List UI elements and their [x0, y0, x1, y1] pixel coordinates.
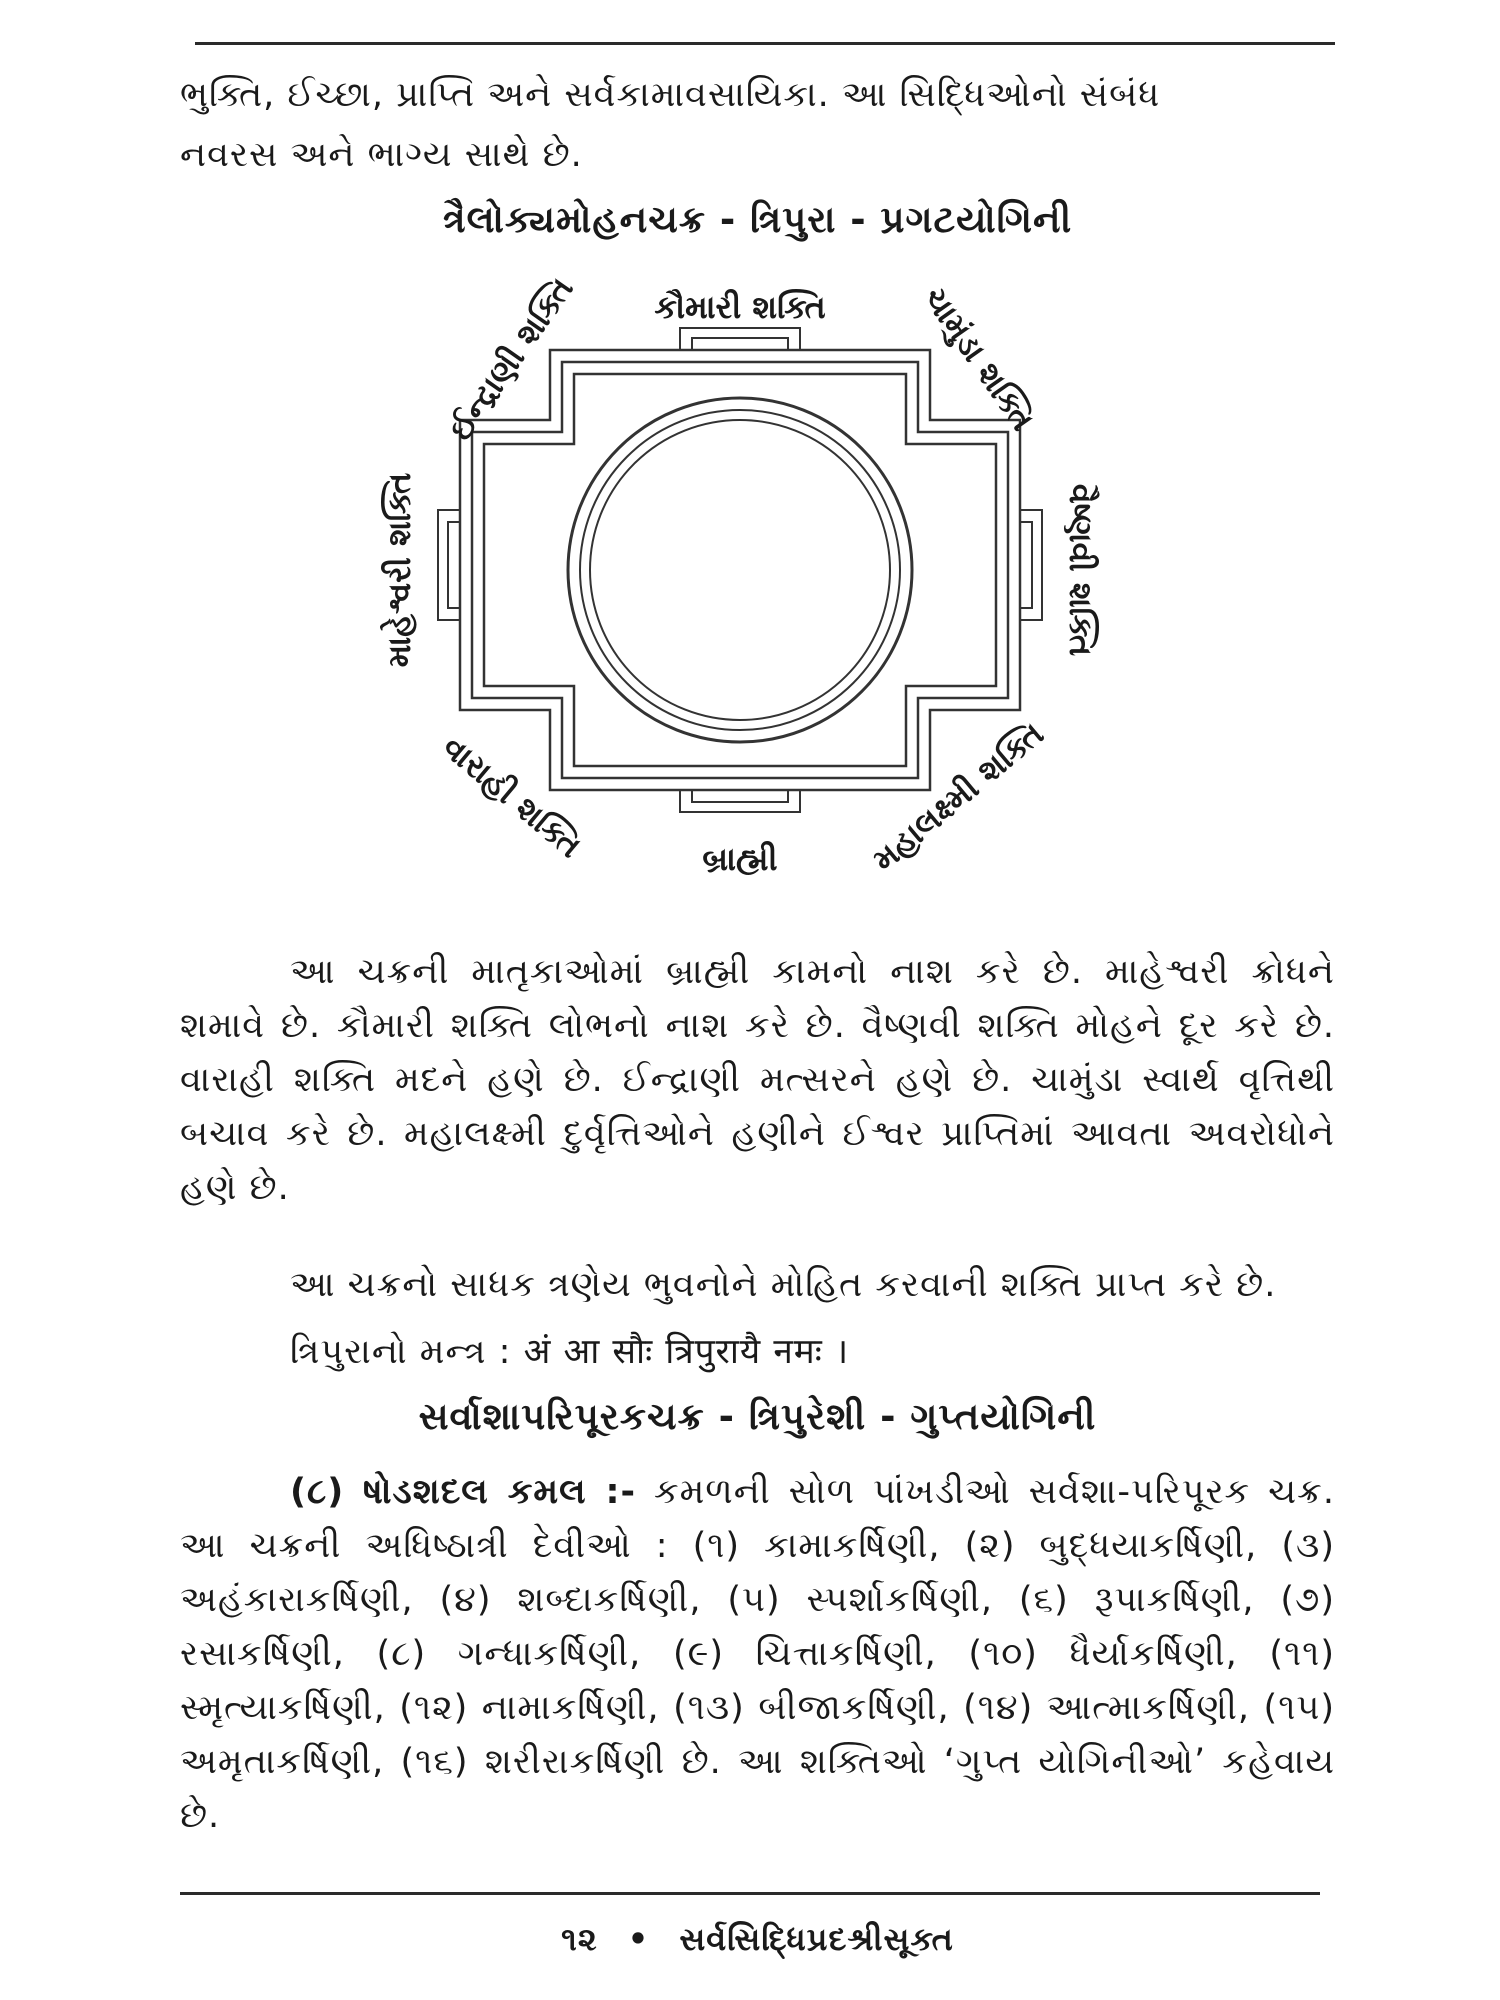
bottom-rule	[180, 1892, 1320, 1895]
label-vaishnavi: વૈષ્ણવી શક્તિ	[1062, 483, 1100, 657]
bhupura-square	[460, 350, 1020, 790]
sadhak-line: આ ચક્રનો સાધક ત્રણેય ભુવનોને મોહિત કરવાની શક્તિ પ્રાપ્ત કરે છે.	[290, 1265, 1277, 1305]
intro-line-1: ભુક્તિ, ઈચ્છા, પ્રાપ્તિ અને સર્વકામાવસાયિકા. આ સિદ્ધિઓનો સંબંધ	[180, 75, 1161, 115]
inner-circles	[568, 398, 912, 742]
label-mahalakshmi: મહાલક્ષ્મી શક્તિ	[865, 714, 1051, 879]
label-varahi: વારાહી શક્તિ	[435, 727, 589, 866]
top-rule	[195, 42, 1335, 45]
section-2-body: કમળની સોળ પાંખડીઓ સર્વશા-પરિપૂરક ચક્ર. આ ચક્રની અધિષ્ઠાત્રી દેવીઓ : (૧) કામાકર્ષિણી, (૨) બુદ્ધયાકર્ષિણી, (૩) અહંકારાકર્ષિણી, (૪) શબ્દાકર્ષિણી, (૫) સ્પર્શાકર્ષિણી, (૬) રૂપાકર્ષિણી, (૭) રસાકર્ષિણી, (૮) ગન્ધાકર્ષિણી, (૯) ચિત્તાકર્ષિણી, (૧૦) ધૈર્યાકર્ષિણી, (૧૧) સ્મૃત્યાકર્ષિણી, (૧૨) નામાકર્ષિણી, (૧૩) બીજાકર્ષિણી, (૧૪) આત્માકર્ષિણી, (૧૫) અમૃતાકર્ષિણી, (૧૬) શરીરાકર્ષિણી છે. આ શક્તિઓ ‘ગુપ્ત યોગિનીઓ’ કહેવાય છે.	[180, 1472, 1335, 1836]
section-2-heading: સર્વાશાપરિપૂરકચક્ર - ત્રિપુરેશી - ગુપ્તયોગિની	[418, 1395, 1097, 1438]
section-2-paragraph	[180, 1465, 1335, 1843]
label-indrani: ઈન્દ્રાણી શક્તિ	[441, 270, 581, 447]
gate-meanders	[438, 328, 1042, 812]
section-2-lead: (૮) ષોડશદલ કમલ :-	[290, 1472, 637, 1512]
book-title: સર્વસિદ્ધિપ્રદશ્રીસૂક્ત	[679, 1920, 954, 1958]
footer-separator: •	[627, 1920, 650, 1958]
trailokya-mohan-chakra-diagram	[380, 270, 1100, 920]
mantra-line: ત્રિપુરાનો મન્ત્ર : अं आ सौः त्रिपुरायै नमः ।	[290, 1332, 850, 1372]
label-maheshwari: માહેશ્વરી શક્તિ	[380, 472, 418, 668]
label-chamunda: ચામુંડા શક્તિ	[915, 279, 1043, 438]
section-1-heading: ત્રૈલોક્યમોહનચક્ર - ત્રિપુરા - પ્રગટયોગિની	[442, 198, 1073, 241]
label-brahmi: બ્રાહ્મી	[702, 840, 778, 878]
page-footer	[180, 1920, 1335, 1959]
page-number: ૧૨	[561, 1920, 598, 1958]
label-kaumari: કૌમારી શક્તિ	[654, 288, 826, 326]
intro-line-2: નવરસ અને ભાગ્ય સાથે છે.	[180, 135, 583, 175]
section-1-paragraph: આ ચક્રની માતૃકાઓમાં બ્રાહ્મી કામનો નાશ કરે છે. માહેશ્વરી ક્રોધને શમાવે છે. કૌમારી શક્તિ લોભનો નાશ કરે છે. વૈષ્ણવી શક્તિ મોહને દૂર કરે છે. વારાહી શક્તિ મદને હણે છે. ઈન્દ્રાણી મત્સરને હણે છે. ચામુંડા સ્વાર્થ વૃત્તિથી બચાવ કરે છે. મહાલક્ષ્મી દુર્વૃત્તિઓને હણીને ઈશ્વર પ્રાપ્તિમાં આવતા અવરોધોને હણે છે.	[180, 952, 1335, 1208]
